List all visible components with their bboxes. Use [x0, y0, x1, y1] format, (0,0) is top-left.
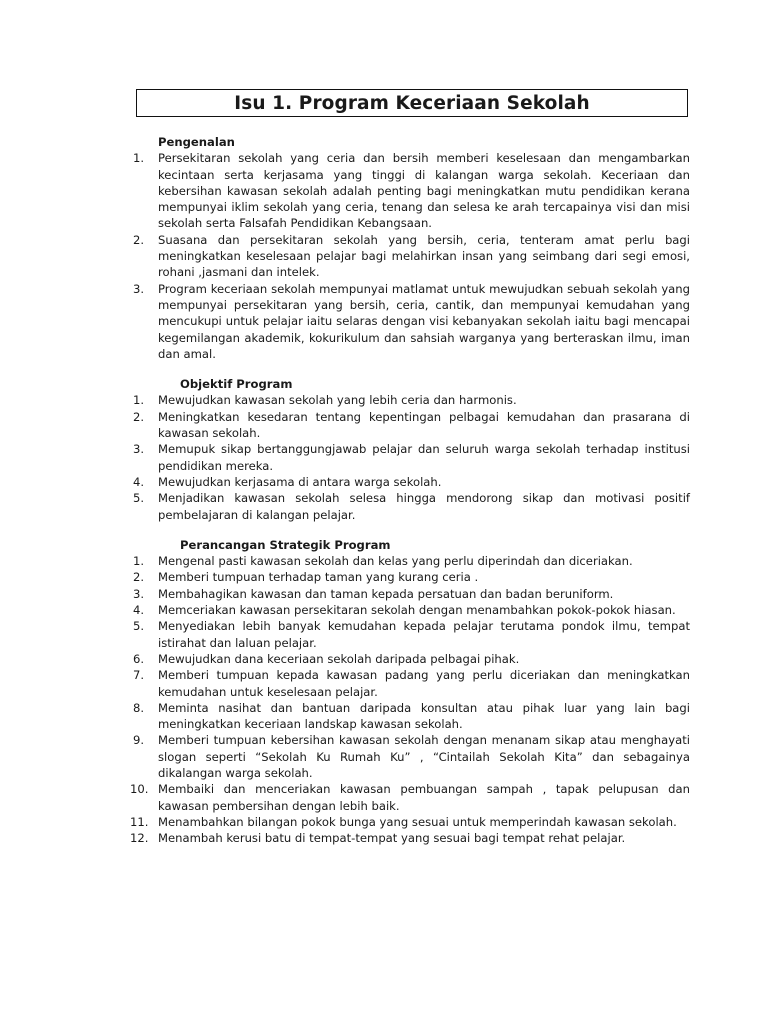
- list-item: 3. Memupuk sikap bertanggungjawab pelajar dan seluruh warga sekolah terhadap institusi pendidikan mereka.: [133, 442, 690, 473]
- list-item: 8. Meminta nasihat dan bantuan daripada konsultan atau pihak luar yang lain bagi meningkatkan keceriaan landskap kawasan sekolah.: [133, 700, 690, 732]
- list-item: 2. Suasana dan persekitaran sekolah yang bersih, ceria, tenteram amat perlu bagi meningkatkan keselesaan pelajar bagi melahirkan insan yang seimbang dari segi emosi, rohani ,jasmani dan intelek.: [133, 232, 690, 280]
- list-item: 11. Menambahkan bilangan pokok bunga yang sesuai untuk memperindah kawasan sekolah.: [130, 814, 677, 829]
- list-item: 6. Mewujudkan dana keceriaan sekolah daripada pelbagai pihak.: [133, 651, 520, 666]
- list-item: 1. Mewujudkan kawasan sekolah yang lebih ceria dan harmonis.: [133, 393, 517, 408]
- list-item: 1. Persekitaran sekolah yang ceria dan bersih memberi keselesaan dan mengambarkan kecintaan serta kerjasama yang tinggi di kalangan warga sekolah. Keceriaan dan kebersihan kawasan sekolah adalah penting bagi meningkatkan mutu pendidikan kerana mempunyai iklim sekolah yang ceria, tenang dan selesa ke arah tercapainya visi dan misi sekolah serta Falsafah Pendidikan Kebangsaan.: [133, 151, 690, 231]
- list-item: 4. Mewujudkan kerjasama di antara warga sekolah.: [133, 474, 442, 489]
- list-item: 5. Menjadikan kawasan sekolah selesa hingga mendorong sikap dan motivasi positif pembelajaran di kalangan pelajar.: [133, 491, 690, 522]
- list-item: 9. Memberi tumpuan kebersihan kawasan sekolah dengan menanam sikap atau menghayati slogan seperti “Sekolah Ku Rumah Ku” , “Cintailah Sekolah Kita” dan sebagainya dikalangan warga sekolah.: [133, 733, 690, 780]
- list-pengenalan: [133, 150, 690, 362]
- page-title: Isu 1. Program Keceriaan Sekolah: [136, 89, 688, 117]
- list-item: 3. Program keceriaan sekolah mempunyai matlamat untuk mewujudkan sebuah sekolah yang mempunyai persekitaran yang bersih, ceria, cantik, dan mempunyai kemudahan yang mencukupi untuk pelajar iaitu selaras dengan visi kebanyakan sekolah iaitu bagi mencapai kegemilangan akademik, kokurikulum dan sahsiah warganya yang berteraskan ilmu, iman dan amal.: [133, 281, 690, 361]
- section-heading-perancangan: Perancangan Strategik Program: [180, 537, 391, 552]
- list-item: 3. Membahagikan kawasan dan taman kepada persatuan dan badan beruniform.: [133, 586, 614, 601]
- list-item: 2. Memberi tumpuan terhadap taman yang kurang ceria .: [133, 570, 479, 585]
- list-item: 2. Meningkatkan kesedaran tentang kepentingan pelbagai kemudahan dan prasarana di kawasan sekolah.: [133, 409, 690, 441]
- section-heading-pengenalan: Pengenalan: [158, 135, 235, 149]
- document-body: [130, 134, 690, 846]
- list-item: 1. Mengenal pasti kawasan sekolah dan kelas yang perlu diperindah dan diceriakan.: [133, 554, 633, 569]
- list-objektif: [133, 392, 690, 522]
- list-item: 7. Memberi tumpuan kepada kawasan padang yang perlu diceriakan dan meningkatkan kemudahan untuk keselesaan pelajar.: [133, 668, 690, 699]
- list-item: 10. Membaiki dan menceriakan kawasan pembuangan sampah , tapak pelupusan dan kawasan pembersihan dengan lebih baik.: [130, 782, 690, 813]
- list-perancangan: [130, 553, 690, 846]
- section-heading-objektif: Objektif Program: [180, 377, 293, 392]
- list-item: 5. Menyediakan lebih banyak kemudahan kepada pelajar terutama pondok ilmu, tempat istirahat dan laluan pelajar.: [133, 619, 690, 650]
- list-item: 4. Memceriakan kawasan persekitaran sekolah dengan menambahkan pokok-pokok hiasan.: [133, 603, 676, 618]
- list-item: 12. Menambah kerusi batu di tempat-tempat yang sesuai bagi tempat rehat pelajar.: [130, 831, 626, 846]
